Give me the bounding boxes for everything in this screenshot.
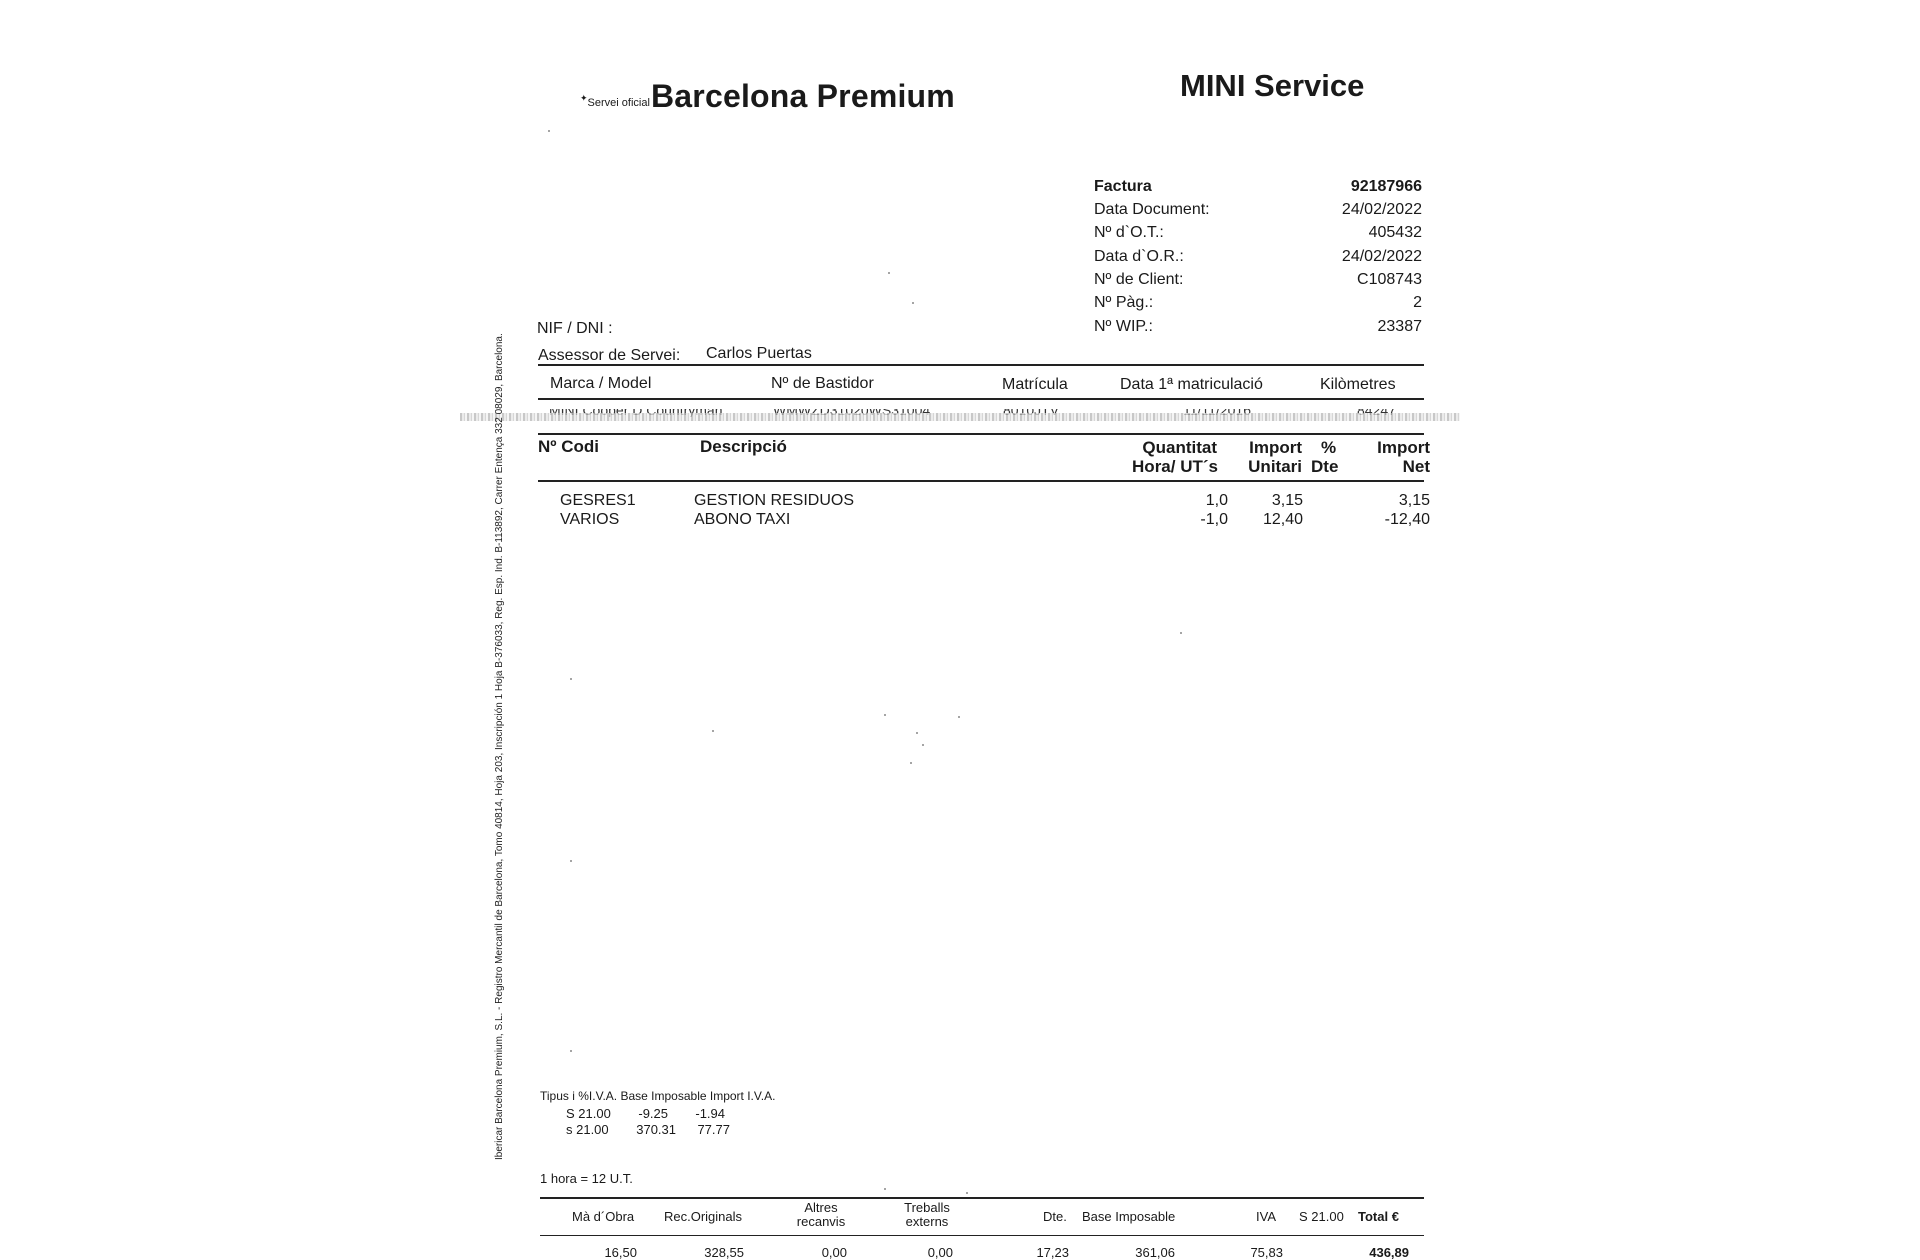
vehicle-plate-header: Matrícula xyxy=(1002,376,1068,393)
line-description: ABONO TAXI xyxy=(694,511,791,528)
scan-speck xyxy=(912,302,914,304)
advisor-label: Assessor de Servei: xyxy=(538,347,681,364)
labor-unit-note: 1 hora = 12 U.T. xyxy=(540,1171,633,1186)
line-net-amount: 3,15 xyxy=(1398,492,1430,509)
iva-amount: 75,83 xyxy=(1250,1245,1283,1260)
net-amount-header-sub: Net xyxy=(1402,457,1430,476)
company-registration-text: Ibericar Barcelona Premium, S.L. - Registro Mercantil de Barcelona, Tomo 40814, Hoja 203, Inscripción 1 Hoja B-376033, Reg. Esp. Ind. B-113892, Carrer Entença 332 08029, Barcelona. xyxy=(494,333,505,1160)
scan-speck xyxy=(548,130,550,132)
page-number-label: Nº Pàg.: xyxy=(1094,294,1154,311)
line-code: VARIOS xyxy=(560,511,620,528)
line-unit-price: 3,15 xyxy=(1271,492,1303,509)
divider-line xyxy=(538,480,1424,482)
tax-base-amount: 361,06 xyxy=(1135,1245,1175,1260)
line-quantity: 1,0 xyxy=(1205,492,1228,509)
divider-line xyxy=(538,433,1424,435)
document-date-label: Data Document: xyxy=(1094,201,1210,218)
original-parts-label: Rec.Originals xyxy=(664,1209,743,1224)
scan-speck xyxy=(570,860,572,862)
divider-line xyxy=(538,398,1424,400)
scan-tear-strip xyxy=(460,413,1460,421)
code-header: Nº Codi xyxy=(538,437,599,456)
discount-header-sub: Dte xyxy=(1311,457,1339,476)
discount-header: % xyxy=(1321,438,1337,457)
dealer-mark-text: Servei oficial xyxy=(587,97,650,109)
vehicle-vin-header: Nº de Bastidor xyxy=(771,375,874,392)
scan-speck xyxy=(570,1050,572,1052)
vehicle-registration-date-header: Data 1ª matriculació xyxy=(1120,376,1263,393)
vat-base: -9.25 xyxy=(638,1106,668,1121)
scan-speck xyxy=(888,272,890,274)
scan-speck xyxy=(958,716,960,718)
nif-label: NIF / DNI : xyxy=(537,320,613,337)
dealer-mark xyxy=(580,93,650,109)
original-parts-amount: 328,55 xyxy=(704,1245,744,1260)
vat-type: s 21.00 xyxy=(566,1122,609,1137)
other-parts-label-line1: Altres xyxy=(804,1200,838,1215)
invoice-label: Factura xyxy=(1094,178,1152,195)
divider-line xyxy=(540,1235,1424,1236)
wip-value: 23387 xyxy=(1377,318,1422,335)
page-number-value: 2 xyxy=(1413,294,1422,311)
unit-price-header: Import xyxy=(1249,438,1302,457)
external-work-amount: 0,00 xyxy=(927,1245,953,1260)
iva-label: IVA xyxy=(1256,1209,1276,1224)
advisor-name: Carlos Puertas xyxy=(706,345,812,362)
external-work-label xyxy=(902,1201,952,1229)
scan-speck xyxy=(922,744,924,746)
repair-order-date-label: Data d`O.R.: xyxy=(1094,248,1184,265)
dealer-name: Barcelona Premium xyxy=(651,78,955,114)
labor-amount: 16,50 xyxy=(604,1245,637,1260)
net-amount-header: Import xyxy=(1377,438,1430,457)
other-parts-label-line2: recanvis xyxy=(796,1214,846,1229)
discount-total-label: Dte. xyxy=(1043,1209,1067,1224)
repair-order-date-value: 24/02/2022 xyxy=(1341,248,1422,265)
brand-title: MINI Service xyxy=(1180,68,1365,103)
vat-base: 370.31 xyxy=(636,1122,676,1137)
scan-speck xyxy=(884,1188,886,1190)
iva-rate-label: S 21.00 xyxy=(1299,1209,1344,1224)
vat-type: S 21.00 xyxy=(566,1106,611,1121)
work-order-value: 405432 xyxy=(1368,224,1422,241)
vehicle-km-header: Kilòmetres xyxy=(1320,376,1396,393)
line-description: GESTION RESIDUOS xyxy=(694,492,855,509)
scan-speck xyxy=(966,1192,968,1194)
quantity-header: Quantitat xyxy=(1142,438,1217,457)
grand-total-label: Total € xyxy=(1358,1209,1399,1224)
unit-price-header-sub: Unitari xyxy=(1248,457,1302,476)
external-work-label-line1: Treballs xyxy=(904,1200,950,1215)
description-header: Descripció xyxy=(700,437,787,456)
scan-speck xyxy=(1180,632,1182,634)
document-date-value: 24/02/2022 xyxy=(1341,201,1422,218)
line-quantity: -1,0 xyxy=(1200,511,1228,528)
wip-label: Nº WIP.: xyxy=(1094,318,1153,335)
scan-speck xyxy=(884,714,886,716)
line-net-amount: -12,40 xyxy=(1384,511,1430,528)
quantity-header-unit: Hora/ UT´s xyxy=(1132,457,1218,476)
work-order-label: Nº d`O.T.: xyxy=(1094,224,1164,241)
labor-label: Mà d´Obra xyxy=(572,1209,635,1224)
client-number-label: Nº de Client: xyxy=(1094,271,1184,288)
star-icon: ✦ xyxy=(580,93,588,103)
line-unit-price: 12,40 xyxy=(1262,511,1303,528)
scan-speck xyxy=(712,730,714,732)
external-work-label-line2: externs xyxy=(905,1214,949,1229)
divider-line xyxy=(540,1197,1424,1199)
scan-speck xyxy=(570,678,572,680)
invoice-number: 92187966 xyxy=(1350,178,1422,195)
scan-speck xyxy=(916,732,918,734)
other-parts-label xyxy=(796,1201,846,1229)
line-code: GESRES1 xyxy=(560,492,636,509)
vat-amount: -1.94 xyxy=(695,1106,725,1121)
vat-summary-header: Tipus i %I.V.A. Base Imposable Import I.V.A. xyxy=(540,1089,776,1103)
other-parts-amount: 0,00 xyxy=(821,1245,847,1260)
client-number-value: C108743 xyxy=(1357,271,1422,288)
tax-base-label: Base Imposable xyxy=(1082,1209,1176,1224)
discount-total-amount: 17,23 xyxy=(1036,1245,1069,1260)
scan-speck xyxy=(910,762,912,764)
vehicle-model-header: Marca / Model xyxy=(550,375,652,392)
vat-amount: 77.77 xyxy=(697,1122,730,1137)
divider-line xyxy=(538,364,1424,366)
grand-total-amount: 436,89 xyxy=(1369,1245,1409,1260)
